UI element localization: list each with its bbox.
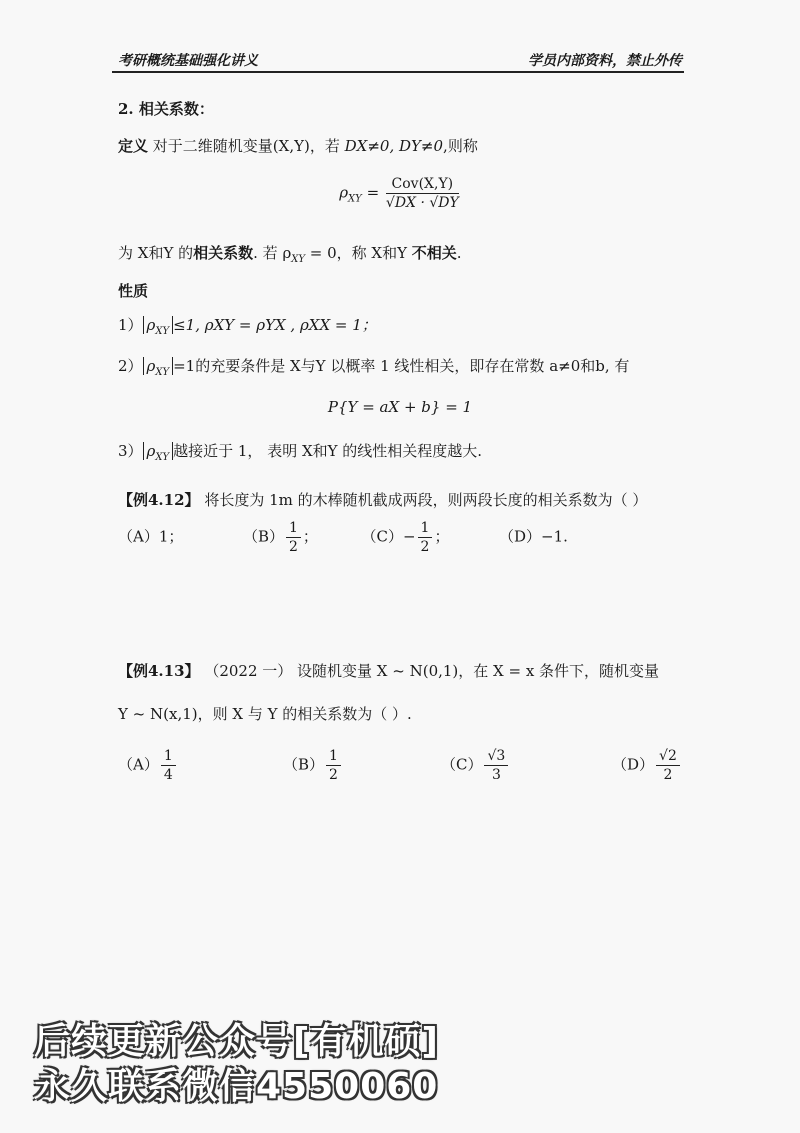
example-1-option-c-fraction: $\frac{1}{2}$	[418, 520, 433, 555]
formula-rho-sub: XY	[348, 193, 362, 205]
header-rule	[112, 71, 684, 73]
watermark-line-1: 后续更新公众号[有机硕]	[34, 1021, 439, 1062]
example-2-option-d: （D） $\frac{√2}{2}$	[612, 748, 682, 783]
definition-line	[118, 135, 478, 156]
example-1-option-b-label: （B）	[242, 527, 284, 546]
example-2-option-b-fraction: $\frac{1}{2}$	[326, 748, 341, 783]
example-1-option-d: （D）−1.	[499, 527, 568, 546]
example-2-option-d-fraction: $\frac{√2}{2}$	[656, 748, 680, 783]
property-1	[118, 314, 377, 337]
definition-conclusion	[118, 242, 462, 265]
conclusion-d: .	[456, 244, 462, 262]
example-2-tag: 【例4.13】	[118, 662, 200, 680]
header-right-notice: 学员内部资料，禁止外传	[528, 53, 682, 69]
header-left-title: 考研概统基础强化讲义	[118, 53, 258, 69]
correlation-formula: $\rho_{XY}$ = $\frac{\text{Cov(X,Y)}}{√DX \cdot √DY}$	[339, 176, 459, 211]
example-2-question-b: Y ~ N(x,1)，则 X 与 Y 的相关系数为（ ）.	[118, 705, 412, 723]
property-3	[118, 440, 482, 463]
definition-text-c: ,则称	[443, 137, 478, 155]
example-1-option-b-fraction: $\frac{1}{2}$	[286, 520, 301, 555]
formula-rho: ρ	[339, 183, 349, 202]
example-1-option-c-label: （C）−	[361, 527, 416, 546]
example-2-option-c: （C） $\frac{√3}{3}$	[441, 748, 510, 783]
property-2-number: 2）	[118, 357, 143, 375]
definition-text-b: DX≠0, DY≠0	[344, 137, 444, 155]
property-2	[118, 355, 629, 378]
conclusion-a: 为 X和Y 的	[118, 244, 194, 262]
definition-text-a: 对于二维随机变量(X,Y)，若	[152, 137, 340, 155]
properties-title: 性质	[118, 282, 149, 300]
formula-numerator: Cov(X,Y)	[386, 176, 459, 194]
property-1-abs-rho: $\rho_{XY}$	[143, 316, 174, 334]
conclusion-sub: XY	[291, 254, 305, 265]
example-2-option-a-fraction: $\frac{1}{4}$	[161, 748, 176, 783]
property-3-abs-rho: $\rho_{XY}$	[143, 442, 174, 460]
formula-denominator: √DX · √DY	[385, 195, 459, 211]
property-2-abs-rho: $\rho_{XY}$	[143, 357, 174, 375]
example-1-tag: 【例4.12】	[118, 491, 200, 509]
definition-label: 定义	[118, 137, 149, 155]
example-1-options: （A）1； （B） $\frac{1}{2}$ ； （C）− $\frac{1}{2}$ ； （D）−1.	[118, 520, 568, 555]
example-1-option-a: （A）1；	[118, 527, 184, 546]
property-2-text: =1的充要条件是 X与Y 以概率 1 线性相关，即存在常数 a≠0和b, 有	[173, 357, 630, 375]
conclusion-bold-uncorrelated: 不相关	[411, 244, 457, 262]
conclusion-bold-term: 相关系数	[193, 244, 254, 262]
formula-fraction	[386, 176, 459, 211]
property-2-formula: P{Y = aX + b} = 1	[327, 398, 473, 416]
property-1-number: 1）	[118, 316, 143, 334]
property-3-text: 越接近于 1， 表明 X和Y 的线性相关程度越大.	[173, 442, 483, 460]
section-title: 2. 相关系数：	[118, 100, 214, 118]
watermark-line-2: 永久联系微信4550060	[34, 1066, 439, 1107]
conclusion-b: . 若 ρ	[253, 244, 292, 262]
property-3-number: 3）	[118, 442, 143, 460]
example-2-option-c-fraction: $\frac{√3}{3}$	[484, 748, 508, 783]
conclusion-c: = 0，称 X和Y	[305, 244, 412, 262]
property-1-text: ≤1, ρXY = ρYX , ρXX = 1；	[173, 316, 377, 334]
example-2-text-a: （2022 一） 设随机变量 X ~ N(0,1)，在 X = x 条件下，随机变量	[204, 662, 660, 680]
example-2-question-a	[118, 660, 659, 681]
example-2-option-b: （B） $\frac{1}{2}$	[283, 748, 343, 783]
example-2-option-a: （A） $\frac{1}{4}$	[118, 748, 178, 783]
example-1-question	[118, 489, 647, 510]
example-1-text: 将长度为 1m 的木棒随机截成两段，则两段长度的相关系数为（ ）	[204, 491, 648, 509]
